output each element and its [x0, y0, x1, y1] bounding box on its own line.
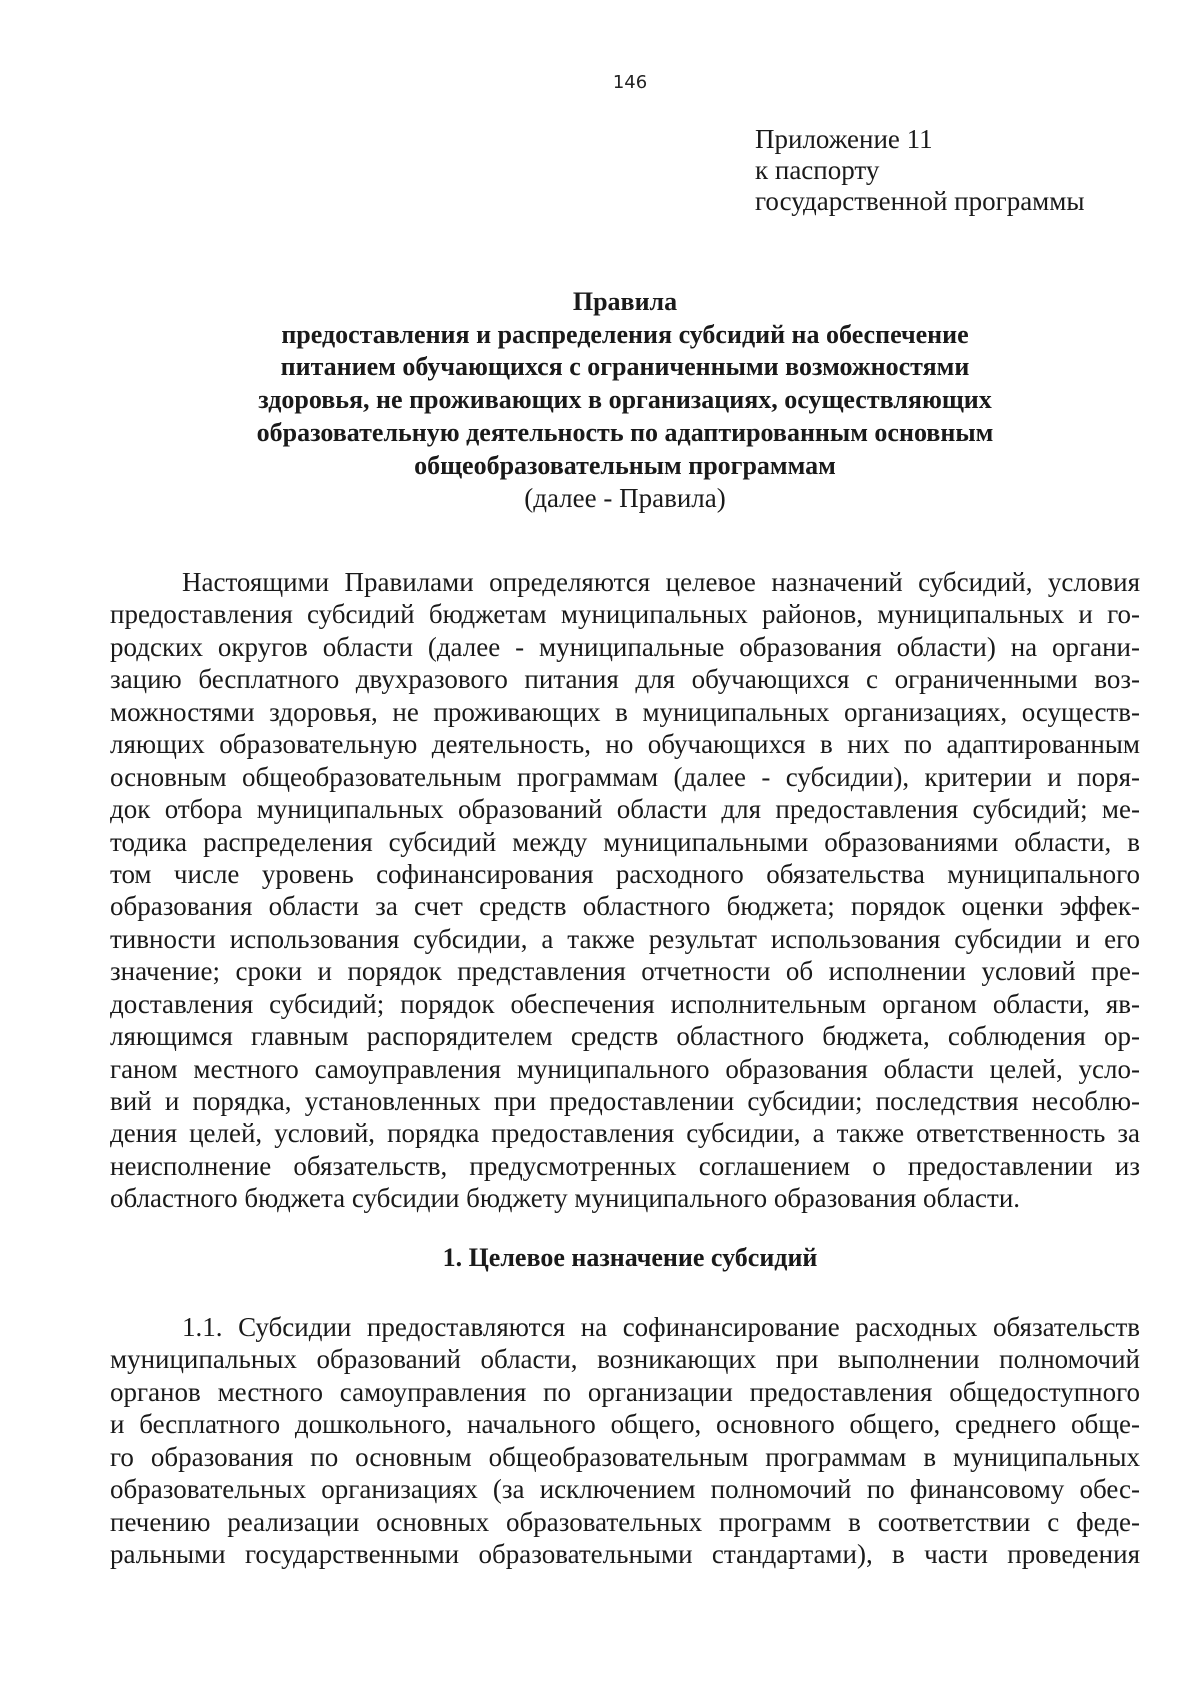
- appendix-reference: [755, 124, 1085, 217]
- paragraph-line: док отбора муниципальных образований области для предоставления субсидий; ме-: [110, 794, 1140, 825]
- paragraph-line: образовательных организациях (за исключением полномочий по финансовому обес-: [110, 1474, 1140, 1505]
- paragraph-line: го образования по основным общеобразовательным программам в муниципальных: [110, 1441, 1140, 1472]
- paragraph-line: 1.1. Субсидии предоставляются на софинансирование расходных обязательств: [182, 1312, 1140, 1342]
- paragraph-line: родских округов области (далее - муниципальные образования области) на органи-: [110, 631, 1140, 662]
- title-subtitle: (далее - Правила): [524, 483, 726, 514]
- appendix-line: государственной программы: [755, 186, 1085, 216]
- paragraph-line: ральными государственными образовательными стандартами), в части проведения: [110, 1539, 1140, 1570]
- paragraph-line: муниципальных образований области, возникающих при выполнении полномочий: [110, 1344, 1140, 1375]
- paragraph-line: основным общеобразовательным программам (далее - субсидии), критерии и поря-: [110, 761, 1140, 792]
- paragraph-line: образования области за счет средств областного бюджета; порядок оценки эффек-: [110, 891, 1140, 922]
- document-title: [110, 286, 1140, 515]
- title-line: предоставления и распределения субсидий на обеспечение: [281, 319, 969, 349]
- paragraph-line: том числе уровень софинансирования расходного обязательства муниципального: [110, 858, 1140, 889]
- intro-paragraph: [110, 566, 1140, 1215]
- paragraph-line: зацию бесплатного двухразового питания для обучающихся с ограниченными воз-: [110, 664, 1140, 695]
- paragraph-line: областного бюджета субсидии бюджету муниципального образования области.: [110, 1183, 1021, 1214]
- paragraph-line: значение; сроки и порядок представления отчетности об исполнении условий пре-: [110, 956, 1140, 987]
- paragraph-line: печению реализации основных образовательных программ в соответствии с феде-: [110, 1506, 1140, 1537]
- paragraph-line: предоставления субсидий бюджетам муниципальных районов, муниципальных и го-: [110, 599, 1140, 630]
- paragraph-line: вий и порядка, установленных при предоставлении субсидии; последствия несоблю-: [110, 1086, 1140, 1116]
- paragraph-line: и бесплатного дошкольного, начального общего, основного общего, среднего обще-: [110, 1409, 1140, 1440]
- title-line: Правила: [572, 287, 678, 316]
- section-heading: 1. Целевое назначение субсидий: [442, 1243, 818, 1272]
- paragraph-line: тодика распределения субсидий между муниципальными образованиями области, в: [110, 826, 1140, 857]
- paragraph-line: тивности использования субсидии, а также результат использования субсидии и его: [110, 923, 1140, 954]
- paragraph-line: ганом местного самоуправления муниципального образования области целей, усло-: [110, 1053, 1140, 1084]
- title-line: образовательную деятельность по адаптированным основным: [256, 417, 994, 447]
- title-line: питанием обучающихся с ограниченными возможностями: [280, 352, 970, 382]
- paragraph-line: можностями здоровья, не проживающих в муниципальных организациях, осуществ-: [110, 696, 1140, 727]
- paragraph-line: дения целей, условий, порядка предоставления субсидии, а также ответственность за: [110, 1118, 1140, 1149]
- paragraph-line: ляющимся главным распорядителем средств областного бюджета, соблюдения ор-: [110, 1021, 1140, 1052]
- appendix-line: Приложение 11: [755, 124, 933, 154]
- section-paragraph: [110, 1311, 1140, 1571]
- paragraph-line: доставления субсидий; порядок обеспечения исполнительным органом области, яв-: [110, 988, 1140, 1019]
- appendix-line: к паспорту: [755, 155, 880, 185]
- paragraph-line: органов местного самоуправления по организации предоставления общедоступного: [110, 1376, 1140, 1407]
- paragraph-line: неисполнение обязательств, предусмотренных соглашением о предоставлении из: [110, 1150, 1140, 1181]
- title-line: общеобразовательным программам: [414, 450, 836, 480]
- title-line: здоровья, не проживающих в организациях, осуществляющих: [258, 385, 992, 415]
- paragraph-line: ляющих образовательную деятельность, но обучающихся в них по адаптированным: [110, 729, 1140, 760]
- page-number: 146: [612, 72, 648, 93]
- paragraph-line: Настоящими Правилами определяются целевое назначений субсидий, условия: [182, 567, 1140, 597]
